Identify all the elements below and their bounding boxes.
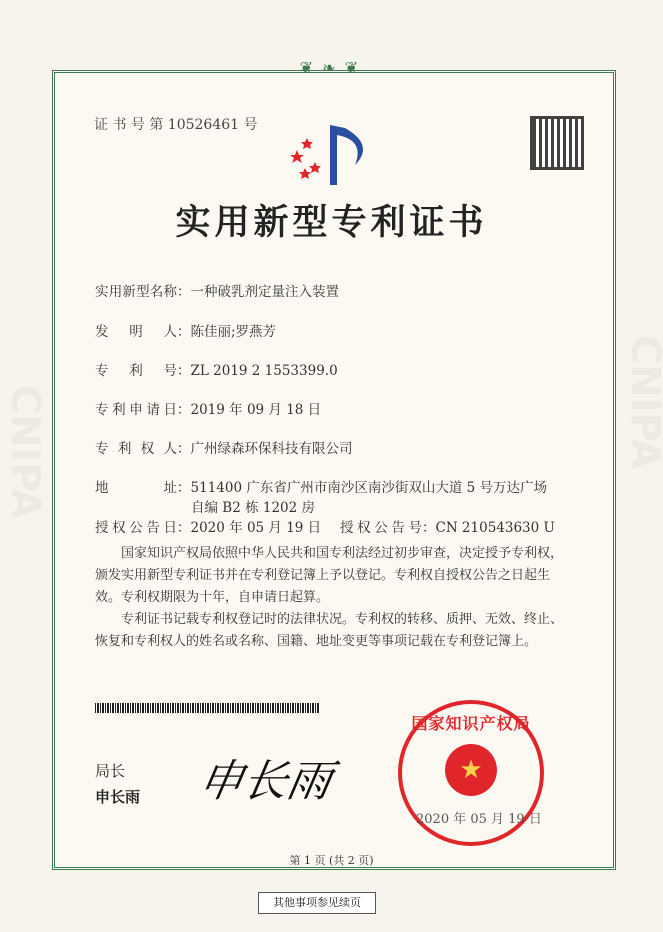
field-patentee: 专利权人：广州绿森环保科技有限公司 xyxy=(95,441,353,457)
field-inventor: 发明人：陈佳丽;罗燕芳 xyxy=(95,324,277,340)
ornament-icon: ❦ ❧ ❦ xyxy=(299,58,361,77)
signatory-title: 局长 xyxy=(95,762,126,780)
stamp-text: 国家知识产权局 xyxy=(411,714,531,733)
field-grant-date: 授权公告日：2020 年 05 月 19 日 xyxy=(95,520,322,536)
qr-code xyxy=(530,116,584,170)
watermark xyxy=(3,385,47,519)
barcode xyxy=(95,703,320,713)
field-application-date: 专利申请日：2019 年 09 月 18 日 xyxy=(95,402,322,418)
paragraph: 国家知识产权局依照中华人民共和国专利法经过初步审查，决定授予专利权，颁发实用新型专利证书并在专利登记簿上予以登记。专利权自授权公告之日起生效。专利权期限为十年，自申请日起算。 xyxy=(95,546,564,605)
footer-note: 其他事项参见续页 xyxy=(258,892,376,914)
field-grant-number: 授权公告号：CN 210543630 U xyxy=(340,520,555,536)
certificate-number: 证 书 号 第 10526461 号 xyxy=(94,117,258,133)
cnipa-logo-icon xyxy=(285,120,385,190)
signatory-name: 申长雨 xyxy=(95,788,141,806)
page-indicator: 第 1 页 (共 2 页) xyxy=(289,854,374,867)
stamp-date: 2020 年 05 月 19 日 xyxy=(416,812,542,827)
signature: 申长雨 xyxy=(194,756,336,807)
document-title: 实用新型专利证书 xyxy=(175,202,488,243)
field-patent-number: 专利号：ZL 2019 2 1553399.0 xyxy=(95,363,338,379)
field-name: 实用新型名称：一种破乳剂定量注入装置 xyxy=(95,284,339,300)
national-emblem-icon: ★ xyxy=(445,744,497,796)
watermark xyxy=(623,335,663,469)
paragraph: 专利证书记载专利权登记时的法律状况。专利权的转移、质押、无效、终止、恢复和专利权人的姓名或名称、国籍、地址变更等事项记载在专利登记簿上。 xyxy=(95,612,564,649)
field-address: 地址：511400 广东省广州市南沙区南沙街双山大道 5 号万达广场 自编 B2 栋 1202 房 xyxy=(95,480,547,516)
